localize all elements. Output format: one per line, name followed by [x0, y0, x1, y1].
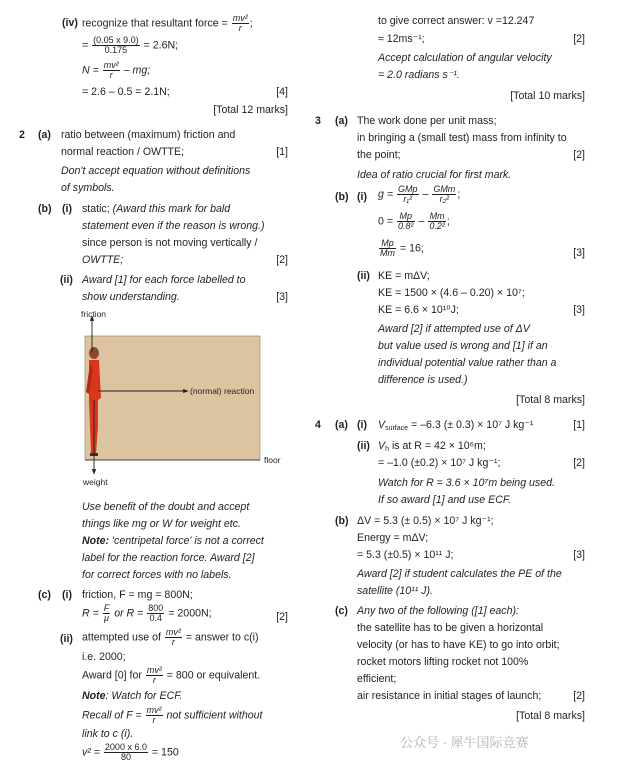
examiner-note: Accept calculation of angular velocity [378, 52, 552, 64]
mark: [1] [573, 419, 585, 431]
mark: [3] [573, 304, 585, 316]
fraction: $\frac{\text{GMp}}{\text{r₁²}}$ [397, 184, 418, 205]
answer-line: KE = mΔV; [378, 270, 430, 282]
mark: [2] [573, 149, 585, 161]
force-diagram [80, 308, 280, 488]
answer-line: since person is not moving vertically / [82, 237, 258, 249]
answer-line: = –1.0 (±0.2) × 10⁷ J kg⁻¹; [378, 457, 501, 469]
answer-line: the satellite has to be given a horizontal [357, 622, 544, 634]
mark: [2] [573, 457, 585, 469]
total-marks: [Total 10 marks] [510, 90, 585, 102]
examiner-note: link to c (i). [82, 728, 134, 740]
answer-line: attempted use of $\frac{\text{mv²}}{r}$ = answer to c(i) [82, 627, 259, 648]
examiner-note: Note: 'centripetal force' is not a correct [82, 535, 264, 547]
part-label: (a) [335, 115, 348, 127]
part-label: (ii) [357, 440, 370, 452]
part-label: (iv) [62, 17, 78, 29]
answer-line: i.e. 2000; [82, 651, 126, 663]
examiner-note: Note: Watch for ECF. [82, 690, 183, 702]
mark: [3] [573, 549, 585, 561]
mark: [3] [276, 291, 288, 303]
total-marks: [Total 8 marks] [516, 710, 585, 722]
mark: [1] [276, 146, 288, 158]
fraction: $\frac{\text{mv²}}{r}$ [103, 60, 119, 81]
examiner-note: satellite (10¹¹ J). [357, 585, 433, 597]
watermark: 公众号 · 犀牛国际竞赛 [400, 735, 529, 750]
answer-line: air resistance in initial stages of launch; [357, 690, 542, 702]
examiner-note: things like mg or W for weight etc. [82, 518, 241, 530]
part-label: (a) [335, 419, 348, 431]
fraction: $\frac{Mm}{\text{0.2²}}$ [429, 211, 445, 232]
part-label: (c) [38, 589, 51, 601]
answer-line: to give correct answer: v =12.247 [378, 15, 535, 27]
answer-line: in bringing a (small test) mass from infinity to [357, 132, 567, 144]
examiner-note: Watch for R = 3.6 × 10⁷m being used. [378, 477, 555, 489]
part-label: (ii) [357, 270, 370, 282]
total-marks: [Total 12 marks] [213, 104, 288, 116]
examiner-note: statement even if the reason is wrong.) [82, 220, 265, 232]
fraction: $\frac{\text{GMm}}{\text{r₂²}}$ [433, 184, 456, 205]
answer-line: ΔV = 5.3 (± 0.5) × 10⁷ J kg⁻¹; [357, 515, 494, 527]
wall [85, 336, 260, 460]
answer-line: Award [0] for $\frac{\text{mv²}}{r}$ = 800 or equivalent. [82, 665, 261, 686]
examiner-note: = 2.0 radians s⁻¹. [378, 69, 460, 81]
part-label: (c) [335, 605, 348, 617]
examiner-note: but value used is wrong and [1] if an [378, 340, 548, 352]
answer-line: The work done per unit mass; [357, 115, 497, 127]
answer-line: N = $\frac{\text{mv²}}{r}$ – mg; [82, 60, 151, 81]
fraction: $\frac{\text{mv²}}{r}$ [146, 705, 162, 726]
answer-line: ratio between (maximum) friction and [61, 129, 236, 141]
answer-line: $\frac{Mp}{Mm}$ = 16; [380, 238, 424, 259]
examiner-note: If so award [1] and use ECF. [378, 494, 511, 506]
examiner-note: difference is used.) [378, 374, 468, 386]
examiner-note: Any two of the following ([1] each): [357, 605, 519, 617]
fraction: $\frac{\text{mv²}}{r}$ [232, 13, 248, 34]
answer-line: $V_{surface} = -6.3$ (± 0.3) × 10⁷ J kg⁻¹ [378, 419, 534, 432]
mark: [2] [276, 611, 288, 623]
examiner-note: individual potential value rather than a [378, 357, 557, 369]
examiner-note: Award [1] for each force labelled to [82, 274, 246, 286]
answer-line: = 2.6 – 0.5 = 2.1N; [82, 86, 170, 98]
answer-line: 0 = $\frac{Mp}{\text{0.8²}}$ – $\frac{Mm}{\text{0.2²}}$ ; [378, 211, 450, 232]
fraction: $\frac{Mp}{Mm}$ [380, 238, 395, 259]
question-number: 4 [315, 419, 321, 431]
examiner-note: for correct forces with no labels. [82, 569, 232, 581]
part-label: (b) [335, 191, 349, 203]
weight-label: weight [83, 477, 108, 487]
answer-line: R = $\frac{F}{\mu}$ or R = $\frac{800}{0.4}$ = 2000N; [82, 603, 212, 624]
mark: [3] [573, 247, 585, 259]
examiner-note: Don't accept equation without definitions [61, 165, 251, 177]
answer-line: rocket motors lifting rocket not 100% [357, 656, 529, 668]
examiner-note: Use benefit of the doubt and accept [82, 501, 250, 513]
reaction-label: (normal) reaction [190, 386, 255, 396]
total-marks: [Total 8 marks] [516, 394, 585, 406]
fraction: $\frac{Mp}{\text{0.8²}}$ [397, 211, 414, 232]
mark: [2] [573, 33, 585, 45]
answer-line: the point; [357, 149, 401, 161]
friction-label: friction [81, 309, 107, 319]
examiner-note: Idea of ratio crucial for first mark. [357, 169, 512, 181]
examiner-note: Recall of F = $\frac{\text{mv²}}{r}$ not sufficient without [82, 705, 263, 726]
answer-line: normal reaction / OWTTE; [61, 146, 185, 158]
answer-line: KE = 1500 × (4.6 – 0.20) × 10⁷; [378, 287, 525, 299]
part-label: (i) [62, 203, 72, 215]
answer-line: OWTTE; [82, 254, 124, 266]
answer-line: Energy = mΔV; [357, 532, 429, 544]
part-label: (b) [335, 515, 349, 527]
part-label: (ii) [60, 633, 73, 645]
part-label: (i) [62, 589, 72, 601]
part-label: (i) [357, 191, 367, 203]
part-label: (b) [38, 203, 52, 215]
examiner-note: of symbols. [61, 182, 115, 194]
answer-line: recognize that resultant force = $\frac{\text{mv²}}{r}$ ; [82, 13, 253, 34]
question-number: 3 [315, 115, 321, 127]
fraction: $\frac{F}{\mu}$ [103, 603, 110, 624]
examiner-note: Award [2] if student calculates the PE of the [357, 568, 562, 580]
answer-line: = 5.3 (±0.5) × 10¹¹ J; [357, 549, 454, 561]
mark: [2] [573, 690, 585, 702]
answer-line: static; (Award this mark for bald [82, 203, 231, 215]
fraction: $\frac{800}{0.4}$ [148, 603, 164, 624]
mark: [2] [276, 254, 288, 266]
answer-line: = $\frac{(0.05 x 9.0)}{0.175}$ = 2.6N; [82, 35, 179, 56]
mark: [4] [276, 86, 288, 98]
floor-label: floor [264, 455, 281, 465]
answer-line: v² = $\frac{2000 x 6.0}{80}$ = 150 [82, 742, 179, 763]
fraction: $\frac{(0.05 x 9.0)}{0.175}$ [93, 35, 139, 56]
part-label: (a) [38, 129, 51, 141]
answer-line: KE = 6.6 × 10¹⁰J; [378, 304, 459, 316]
answer-line: efficient; [357, 673, 397, 685]
part-label: (i) [357, 419, 367, 431]
question-number: 2 [19, 129, 25, 141]
part-label: (ii) [60, 274, 73, 286]
examiner-note: label for the reaction force. Award [2] [82, 552, 255, 564]
answer-line: ≈ 12ms⁻¹; [378, 33, 425, 45]
examiner-note: Award [2] if attempted use of ΔV [378, 323, 530, 335]
fraction: $\frac{\text{mv²}}{r}$ [146, 665, 162, 686]
answer-line: $V_h$ is at R = 42 × 10⁶m; [378, 440, 486, 453]
fraction: $\frac{2000 x 6.0}{80}$ [104, 742, 147, 763]
examiner-note: show understanding. [82, 291, 180, 303]
fraction: $\frac{\text{mv²}}{r}$ [165, 627, 181, 648]
answer-line: velocity (or has to have KE) to go into orbit; [357, 639, 560, 651]
answer-line: g = $\frac{\text{GMp}}{\text{r₁²}}$ – $\frac{\text{GMm}}{\text{r₂²}}$ ; [378, 184, 461, 205]
answer-line: friction, F = mg = 800N; [82, 589, 193, 601]
